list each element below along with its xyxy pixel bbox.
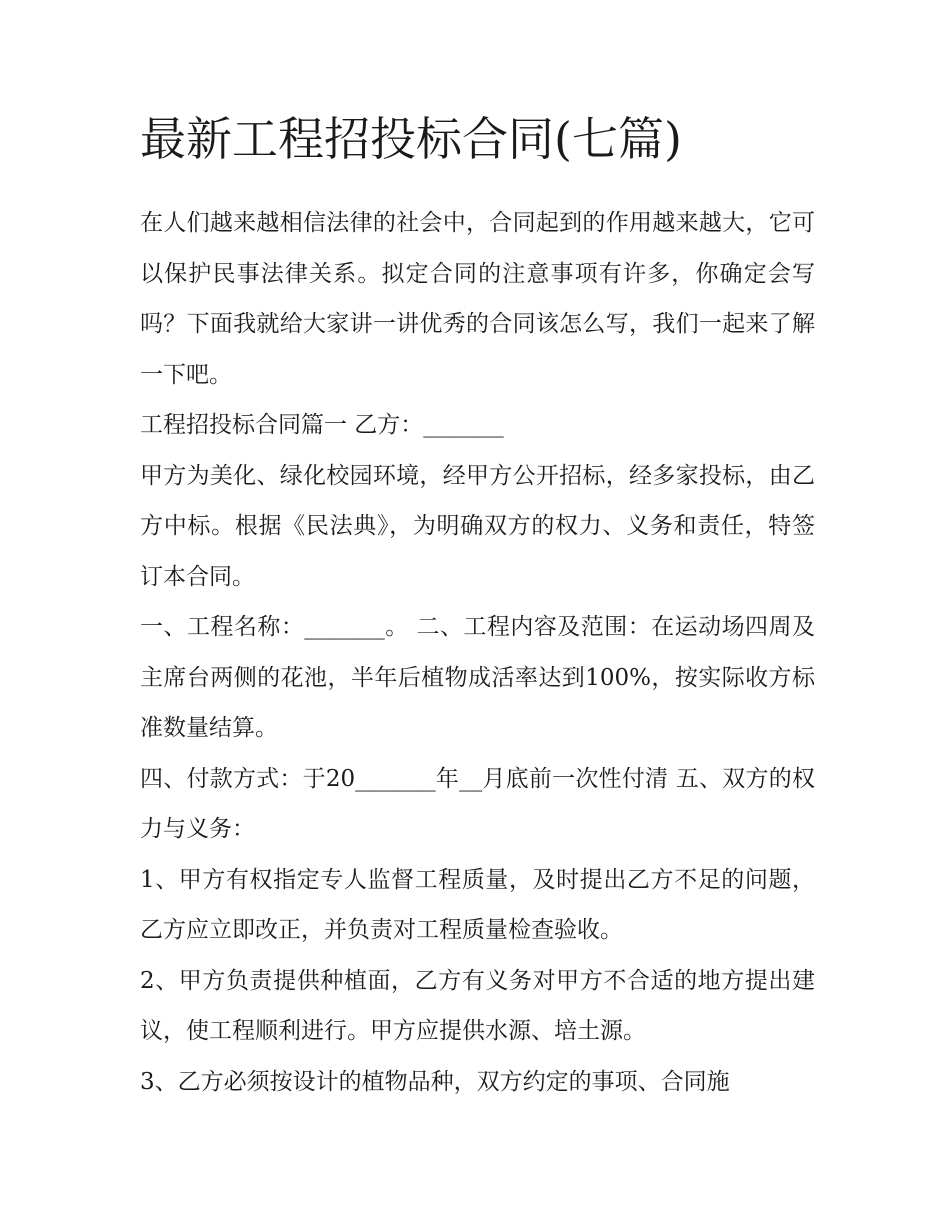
paragraph-clause-2: 2、甲方负责提供种植面，乙方有义务对甲方不合适的地方提出建议，使工程顺利进行。甲方应提供水源、培土源。 <box>140 967 815 1044</box>
paragraph-contract-heading: 工程招投标合同篇一 乙方：_______ <box>140 412 504 438</box>
document-body <box>140 198 815 1107</box>
paragraph-payment-terms: 四、付款方式：于20_______年__月底前一次性付清 五、双方的权力与义务： <box>140 765 815 842</box>
paragraph-project-name-scope: 一、工程名称：_______。 二、工程内容及范围：在运动场四周及主席台两侧的花池，半年后植物成活率达到100%，按实际收方标准数量结算。 <box>140 614 815 741</box>
paragraph-clause-1: 1、甲方有权指定专人监督工程质量，及时提出乙方不足的问题，乙方应立即改正，并负责对工程质量检查验收。 <box>140 866 815 943</box>
document-title: 最新工程招投标合同(七篇) <box>140 112 682 166</box>
paragraph-clause-3: 3、乙方必须按设计的植物品种，双方约定的事项、合同施 <box>140 1068 730 1095</box>
paragraph-preamble: 甲方为美化、绿化校园环境，经甲方公开招标，经多家投标，由乙方中标。根据《民法典》，为明确双方的权力、义务和责任，特签订本合同。 <box>140 462 815 590</box>
paragraph-intro: 在人们越来越相信法律的社会中，合同起到的作用越来越大，它可以保护民事法律关系。拟定合同的注意事项有许多，你确定会写吗？下面我就给大家讲一讲优秀的合同该怎么写，我们一起来了解一下吧。 <box>140 210 815 388</box>
